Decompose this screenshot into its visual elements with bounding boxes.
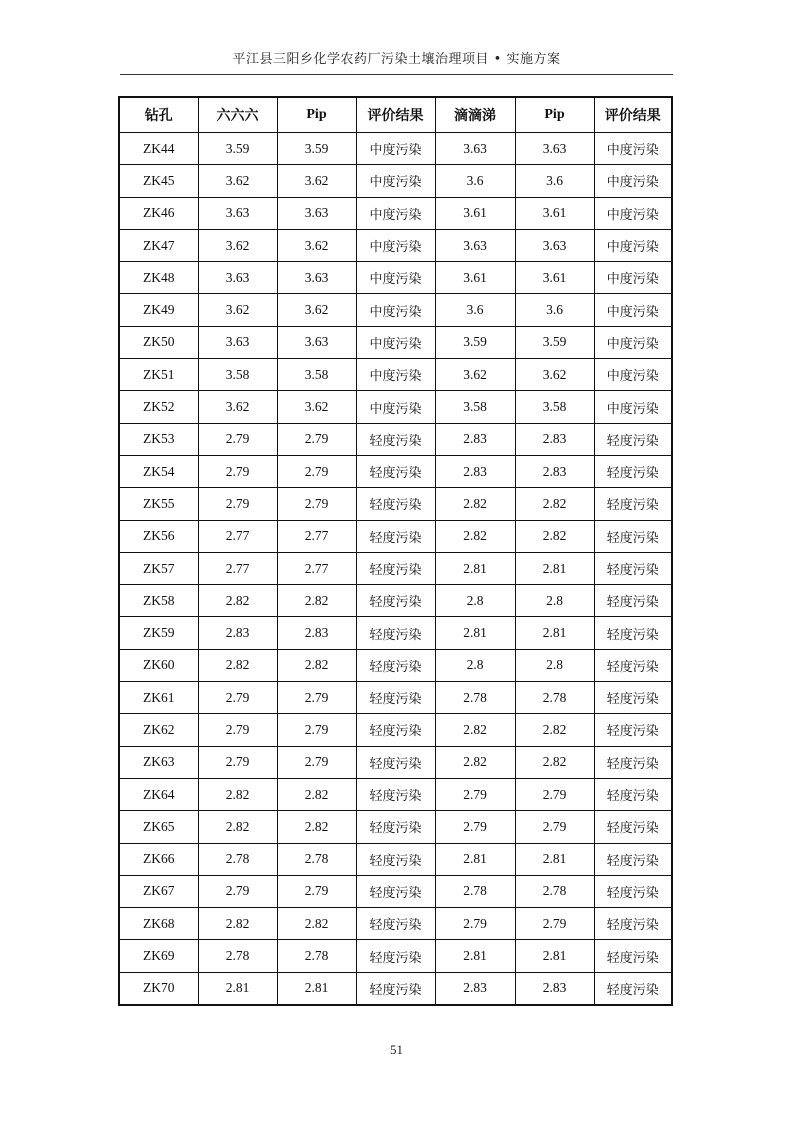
cell-ddt-result: 中度污染 [594, 359, 672, 391]
cell-hch-value: 2.79 [198, 455, 277, 487]
cell-hch-pip: 3.59 [277, 133, 356, 165]
col-header-pip-hch: Pip [277, 97, 356, 133]
cell-hch-pip: 3.58 [277, 359, 356, 391]
cell-ddt-result: 中度污染 [594, 197, 672, 229]
table-row [119, 326, 672, 358]
cell-ddt-result: 中度污染 [594, 294, 672, 326]
cell-borehole: ZK44 [119, 133, 198, 165]
cell-hch-value: 3.62 [198, 294, 277, 326]
cell-ddt-value: 3.62 [435, 359, 515, 391]
cell-ddt-result: 中度污染 [594, 229, 672, 261]
cell-borehole: ZK49 [119, 294, 198, 326]
pollution-assessment-table [118, 96, 673, 1006]
cell-ddt-pip: 2.81 [515, 552, 594, 584]
cell-hch-result: 轻度污染 [356, 875, 435, 907]
cell-hch-value: 2.82 [198, 649, 277, 681]
cell-hch-result: 轻度污染 [356, 617, 435, 649]
cell-borehole: ZK50 [119, 326, 198, 358]
cell-hch-value: 2.79 [198, 746, 277, 778]
cell-ddt-pip: 2.82 [515, 520, 594, 552]
cell-hch-result: 轻度污染 [356, 682, 435, 714]
cell-hch-result: 轻度污染 [356, 520, 435, 552]
cell-ddt-value: 2.83 [435, 455, 515, 487]
cell-hch-result: 轻度污染 [356, 778, 435, 810]
table-row [119, 359, 672, 391]
cell-ddt-result: 轻度污染 [594, 940, 672, 972]
cell-hch-value: 2.77 [198, 520, 277, 552]
cell-hch-value: 2.79 [198, 682, 277, 714]
cell-ddt-result: 中度污染 [594, 133, 672, 165]
cell-ddt-value: 2.83 [435, 423, 515, 455]
cell-hch-pip: 3.63 [277, 326, 356, 358]
cell-ddt-result: 中度污染 [594, 165, 672, 197]
cell-borehole: ZK67 [119, 875, 198, 907]
cell-borehole: ZK58 [119, 585, 198, 617]
cell-hch-result: 中度污染 [356, 229, 435, 261]
cell-ddt-pip: 2.8 [515, 585, 594, 617]
table-row [119, 229, 672, 261]
cell-ddt-pip: 2.83 [515, 972, 594, 1005]
cell-ddt-pip: 2.83 [515, 455, 594, 487]
col-header-borehole: 钻孔 [119, 97, 198, 133]
cell-ddt-result: 中度污染 [594, 326, 672, 358]
cell-hch-value: 2.77 [198, 552, 277, 584]
cell-hch-value: 3.63 [198, 197, 277, 229]
table-row [119, 165, 672, 197]
cell-ddt-result: 轻度污染 [594, 972, 672, 1005]
cell-hch-pip: 3.62 [277, 165, 356, 197]
cell-ddt-pip: 2.82 [515, 488, 594, 520]
cell-ddt-pip: 2.8 [515, 649, 594, 681]
cell-ddt-result: 轻度污染 [594, 714, 672, 746]
cell-hch-pip: 2.79 [277, 746, 356, 778]
table-row [119, 488, 672, 520]
table-row [119, 455, 672, 487]
cell-hch-result: 轻度污染 [356, 552, 435, 584]
cell-borehole: ZK55 [119, 488, 198, 520]
col-header-result-hch: 评价结果 [356, 97, 435, 133]
cell-hch-result: 轻度污染 [356, 811, 435, 843]
cell-hch-result: 中度污染 [356, 326, 435, 358]
cell-borehole: ZK46 [119, 197, 198, 229]
cell-hch-value: 2.78 [198, 940, 277, 972]
cell-ddt-value: 2.82 [435, 714, 515, 746]
cell-hch-result: 中度污染 [356, 262, 435, 294]
cell-borehole: ZK51 [119, 359, 198, 391]
cell-hch-value: 3.62 [198, 229, 277, 261]
cell-hch-pip: 3.62 [277, 294, 356, 326]
cell-hch-pip: 3.63 [277, 262, 356, 294]
cell-ddt-pip: 3.63 [515, 229, 594, 261]
cell-ddt-pip: 3.6 [515, 165, 594, 197]
cell-ddt-result: 轻度污染 [594, 778, 672, 810]
cell-hch-result: 中度污染 [356, 294, 435, 326]
header-row [119, 97, 672, 133]
cell-ddt-value: 3.6 [435, 165, 515, 197]
cell-ddt-value: 2.81 [435, 552, 515, 584]
cell-borehole: ZK61 [119, 682, 198, 714]
cell-hch-result: 中度污染 [356, 133, 435, 165]
cell-hch-result: 轻度污染 [356, 488, 435, 520]
cell-hch-value: 2.79 [198, 875, 277, 907]
table-row [119, 262, 672, 294]
cell-ddt-pip: 2.78 [515, 682, 594, 714]
cell-borehole: ZK70 [119, 972, 198, 1005]
cell-borehole: ZK54 [119, 455, 198, 487]
cell-hch-pip: 3.62 [277, 229, 356, 261]
cell-ddt-result: 轻度污染 [594, 520, 672, 552]
cell-borehole: ZK60 [119, 649, 198, 681]
cell-ddt-result: 轻度污染 [594, 552, 672, 584]
cell-ddt-result: 轻度污染 [594, 649, 672, 681]
cell-ddt-value: 3.63 [435, 133, 515, 165]
cell-hch-pip: 3.62 [277, 391, 356, 423]
cell-borehole: ZK63 [119, 746, 198, 778]
cell-hch-pip: 2.78 [277, 940, 356, 972]
table-row [119, 682, 672, 714]
cell-hch-pip: 2.77 [277, 552, 356, 584]
cell-hch-pip: 2.79 [277, 423, 356, 455]
cell-hch-result: 中度污染 [356, 359, 435, 391]
cell-ddt-pip: 2.82 [515, 746, 594, 778]
cell-ddt-pip: 2.78 [515, 875, 594, 907]
running-header: 平江县三阳乡化学农药厂污染土壤治理项目 • 实施方案 [232, 52, 561, 67]
cell-ddt-result: 轻度污染 [594, 843, 672, 875]
cell-hch-pip: 2.82 [277, 908, 356, 940]
cell-borehole: ZK64 [119, 778, 198, 810]
cell-ddt-result: 轻度污染 [594, 423, 672, 455]
cell-borehole: ZK69 [119, 940, 198, 972]
cell-hch-result: 中度污染 [356, 197, 435, 229]
cell-hch-value: 2.79 [198, 488, 277, 520]
table-row [119, 746, 672, 778]
table-row [119, 714, 672, 746]
cell-ddt-result: 轻度污染 [594, 811, 672, 843]
cell-ddt-value: 3.6 [435, 294, 515, 326]
cell-ddt-value: 2.83 [435, 972, 515, 1005]
cell-hch-result: 中度污染 [356, 391, 435, 423]
cell-hch-pip: 2.82 [277, 585, 356, 617]
cell-hch-value: 2.82 [198, 908, 277, 940]
cell-ddt-result: 轻度污染 [594, 617, 672, 649]
cell-hch-result: 轻度污染 [356, 908, 435, 940]
cell-ddt-value: 2.79 [435, 778, 515, 810]
cell-ddt-value: 2.82 [435, 520, 515, 552]
table-body [119, 133, 672, 1006]
table-row [119, 649, 672, 681]
cell-borehole: ZK45 [119, 165, 198, 197]
cell-hch-result: 轻度污染 [356, 843, 435, 875]
cell-hch-result: 轻度污染 [356, 714, 435, 746]
cell-hch-result: 轻度污染 [356, 746, 435, 778]
cell-ddt-value: 3.61 [435, 197, 515, 229]
page-number: 51 [390, 1042, 403, 1057]
table-row [119, 520, 672, 552]
cell-hch-pip: 2.82 [277, 649, 356, 681]
table-row [119, 875, 672, 907]
cell-hch-value: 2.82 [198, 811, 277, 843]
cell-hch-value: 2.82 [198, 585, 277, 617]
cell-ddt-pip: 3.6 [515, 294, 594, 326]
cell-ddt-value: 2.78 [435, 875, 515, 907]
cell-ddt-pip: 2.79 [515, 908, 594, 940]
cell-hch-pip: 2.79 [277, 714, 356, 746]
cell-borehole: ZK53 [119, 423, 198, 455]
table-row [119, 197, 672, 229]
cell-ddt-value: 2.8 [435, 585, 515, 617]
cell-hch-value: 3.62 [198, 165, 277, 197]
table-row [119, 585, 672, 617]
cell-hch-value: 2.79 [198, 714, 277, 746]
cell-hch-value: 2.78 [198, 843, 277, 875]
cell-ddt-value: 2.82 [435, 488, 515, 520]
cell-hch-pip: 2.77 [277, 520, 356, 552]
cell-ddt-pip: 3.58 [515, 391, 594, 423]
cell-hch-pip: 3.63 [277, 197, 356, 229]
cell-ddt-pip: 2.81 [515, 940, 594, 972]
table-header [119, 97, 672, 133]
cell-hch-value: 3.59 [198, 133, 277, 165]
header-rule [120, 74, 673, 75]
table-row [119, 811, 672, 843]
cell-ddt-pip: 2.83 [515, 423, 594, 455]
cell-ddt-value: 2.79 [435, 908, 515, 940]
cell-hch-value: 2.81 [198, 972, 277, 1005]
cell-hch-value: 3.62 [198, 391, 277, 423]
cell-hch-result: 轻度污染 [356, 585, 435, 617]
table-row [119, 423, 672, 455]
cell-ddt-value: 3.59 [435, 326, 515, 358]
cell-ddt-result: 轻度污染 [594, 908, 672, 940]
cell-ddt-value: 3.58 [435, 391, 515, 423]
cell-ddt-pip: 3.61 [515, 197, 594, 229]
cell-hch-result: 轻度污染 [356, 649, 435, 681]
cell-ddt-pip: 3.61 [515, 262, 594, 294]
cell-ddt-pip: 3.59 [515, 326, 594, 358]
cell-hch-value: 3.63 [198, 326, 277, 358]
col-header-ddt: 滴滴涕 [435, 97, 515, 133]
cell-hch-result: 轻度污染 [356, 972, 435, 1005]
table-row [119, 908, 672, 940]
table-row [119, 294, 672, 326]
cell-hch-pip: 2.79 [277, 455, 356, 487]
cell-ddt-value: 3.61 [435, 262, 515, 294]
cell-ddt-result: 轻度污染 [594, 875, 672, 907]
table-row [119, 552, 672, 584]
cell-ddt-value: 2.78 [435, 682, 515, 714]
cell-hch-value: 3.58 [198, 359, 277, 391]
cell-hch-value: 2.83 [198, 617, 277, 649]
col-header-hch: 六六六 [198, 97, 277, 133]
cell-ddt-result: 轻度污染 [594, 746, 672, 778]
cell-ddt-pip: 2.79 [515, 811, 594, 843]
cell-hch-value: 3.63 [198, 262, 277, 294]
pollution-table-container [118, 96, 673, 1006]
cell-hch-pip: 2.82 [277, 811, 356, 843]
cell-ddt-value: 2.79 [435, 811, 515, 843]
cell-ddt-pip: 3.63 [515, 133, 594, 165]
cell-borehole: ZK62 [119, 714, 198, 746]
cell-hch-result: 轻度污染 [356, 423, 435, 455]
cell-hch-result: 中度污染 [356, 165, 435, 197]
cell-ddt-value: 2.81 [435, 617, 515, 649]
col-header-result-ddt: 评价结果 [594, 97, 672, 133]
cell-borehole: ZK56 [119, 520, 198, 552]
table-row [119, 617, 672, 649]
cell-hch-pip: 2.79 [277, 488, 356, 520]
table-row [119, 843, 672, 875]
cell-borehole: ZK68 [119, 908, 198, 940]
col-header-pip-ddt: Pip [515, 97, 594, 133]
cell-hch-pip: 2.79 [277, 875, 356, 907]
cell-hch-pip: 2.82 [277, 778, 356, 810]
cell-borehole: ZK48 [119, 262, 198, 294]
cell-borehole: ZK47 [119, 229, 198, 261]
cell-ddt-result: 中度污染 [594, 391, 672, 423]
cell-ddt-pip: 2.82 [515, 714, 594, 746]
cell-hch-pip: 2.78 [277, 843, 356, 875]
table-row [119, 778, 672, 810]
cell-hch-value: 2.79 [198, 423, 277, 455]
cell-hch-pip: 2.83 [277, 617, 356, 649]
cell-ddt-value: 2.81 [435, 940, 515, 972]
table-row [119, 940, 672, 972]
cell-hch-result: 轻度污染 [356, 940, 435, 972]
cell-hch-result: 轻度污染 [356, 455, 435, 487]
cell-ddt-pip: 3.62 [515, 359, 594, 391]
cell-borehole: ZK65 [119, 811, 198, 843]
cell-ddt-pip: 2.81 [515, 617, 594, 649]
cell-ddt-result: 轻度污染 [594, 682, 672, 714]
table-row [119, 391, 672, 423]
cell-ddt-value: 2.81 [435, 843, 515, 875]
cell-hch-value: 2.82 [198, 778, 277, 810]
cell-borehole: ZK66 [119, 843, 198, 875]
cell-ddt-result: 轻度污染 [594, 455, 672, 487]
cell-ddt-result: 轻度污染 [594, 488, 672, 520]
cell-hch-pip: 2.79 [277, 682, 356, 714]
cell-ddt-result: 轻度污染 [594, 585, 672, 617]
cell-ddt-value: 2.82 [435, 746, 515, 778]
cell-ddt-value: 3.63 [435, 229, 515, 261]
cell-ddt-value: 2.8 [435, 649, 515, 681]
table-row [119, 972, 672, 1005]
cell-ddt-pip: 2.81 [515, 843, 594, 875]
cell-borehole: ZK52 [119, 391, 198, 423]
cell-hch-pip: 2.81 [277, 972, 356, 1005]
table-row [119, 133, 672, 165]
cell-borehole: ZK59 [119, 617, 198, 649]
cell-ddt-result: 中度污染 [594, 262, 672, 294]
cell-borehole: ZK57 [119, 552, 198, 584]
cell-ddt-pip: 2.79 [515, 778, 594, 810]
